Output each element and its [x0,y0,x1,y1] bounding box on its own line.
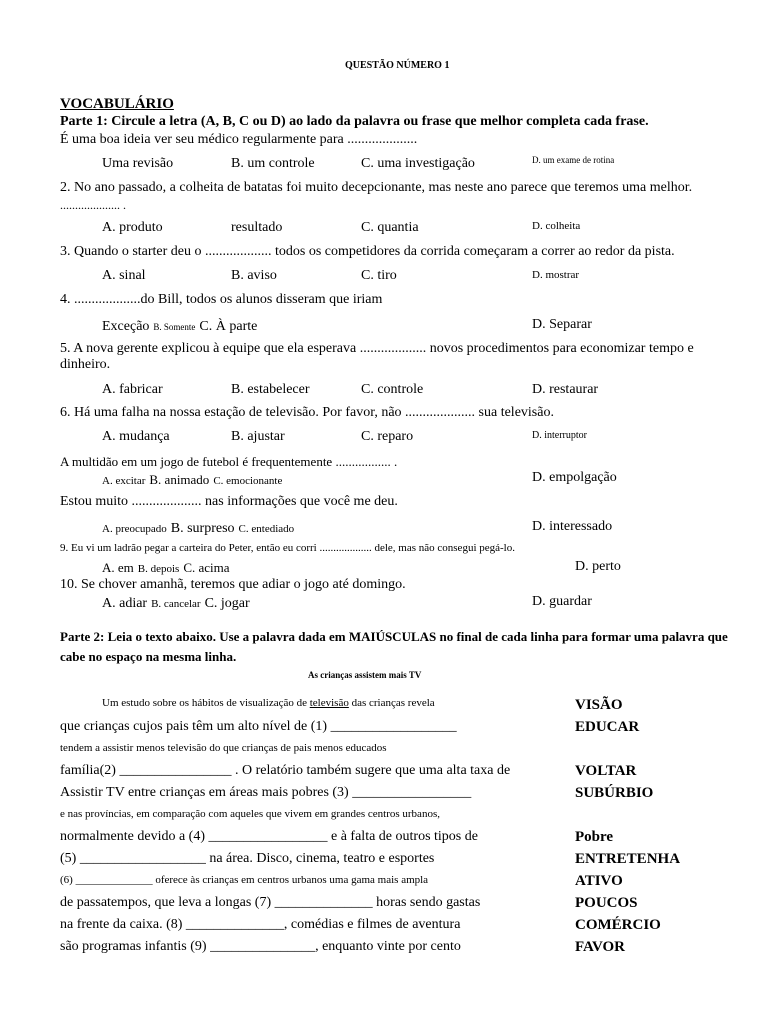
page-title: QUESTÃO NÚMERO 1 [345,60,450,71]
text-line-0: Um estudo sobre os hábitos de visualização de televisão das crianças revela [102,697,435,709]
q7-option-d[interactable]: D. empolgação [532,470,617,485]
q3-option-a[interactable]: A. sinal [102,268,146,283]
q5-option-b[interactable]: B. estabelecer [231,382,310,397]
q3-option-d[interactable]: D. mostrar [532,269,580,281]
q7-options-row [102,471,282,489]
question-10-text: 10. Se chover amanhã, teremos que adiar o jogo até domingo. [60,577,406,592]
keyword-4: SUBÚRBIO [575,785,654,801]
q5-option-c[interactable]: C. controle [361,382,424,397]
q8-option-d[interactable]: D. interessado [532,519,613,534]
q1-option-d[interactable]: D. um exame de rotina [532,155,615,165]
underlined-word: televisão [309,697,349,709]
q8-option-b[interactable]: B. surpreso [170,521,235,536]
text-line-9: de passatempos, que leva a longas (7) ______________ horas sendo gastas [60,895,481,910]
keyword-6: Pobre [575,829,614,845]
q1-option-c[interactable]: C. uma investigação [361,156,475,171]
text-line-4: Assistir TV entre crianças em áreas mais pobres (3) _________________ [60,785,472,800]
keyword-1: EDUCAR [575,719,640,735]
q2-option-c[interactable]: C. quantia [361,220,419,235]
keyword-11: FAVOR [575,939,625,955]
q10-option-a[interactable]: A. adiar [102,596,148,611]
q7-option-c[interactable]: C. emocionante [213,475,283,487]
question-7-text: A multidão em um jogo de futebol é frequentemente ................. . [60,454,398,469]
question-5-text: 5. A nova gerente explicou à equipe que ela esperava ................... novos procedimentos para economizar tempo e [60,341,694,356]
q4-option-c[interactable]: C. À parte [199,319,258,334]
q6-option-a[interactable]: A. mudança [102,429,170,444]
question-8-text: Estou muito .................... nas informações que você me deu. [60,494,398,509]
text-line-3: família(2) ________________ . O relatório também sugere que uma alta taxa de [60,763,511,778]
q1-option-b[interactable]: B. um controle [231,156,315,171]
keyword-8: ATIVO [575,873,623,889]
q1-option-a[interactable]: Uma revisão [102,156,174,171]
text-line-1: que crianças cujos pais têm um alto nível de (1) __________________ [60,719,457,734]
q2-option-a[interactable]: A. produto [102,220,163,235]
text-line-6: normalmente devido a (4) _________________ e à falta de outros tipos de [60,829,478,844]
keyword-10: COMÉRCIO [575,917,661,933]
q9-option-b[interactable]: B. depois [137,563,180,575]
keyword-0: VISÃO [575,697,623,713]
q6-option-d[interactable]: D. interruptor [532,430,587,441]
question-6-text: 6. Há uma falha na nossa estação de televisão. Por favor, não .................... sua televisão. [60,405,554,420]
q6-option-c[interactable]: C. reparo [361,429,414,444]
part1-instruction: Parte 1: Circule a letra (A, B, C ou D) ao lado da palavra ou frase que melhor completa cada frase. [60,114,649,129]
question-1-text: É uma boa ideia ver seu médico regularmente para .................... [60,132,418,147]
q8-option-a[interactable]: A. preocupado [102,523,167,535]
q7-option-b[interactable]: B. animado [149,472,210,487]
section-title: VOCABULÁRIO [60,96,174,112]
question-9-text: 9. Eu vi um ladrão pegar a carteira do Peter, então eu corri ................... dele, mas não consegui pegá-lo. [60,542,515,554]
q8-options-row [102,519,294,537]
part2-subtitle: As crianças assistem mais TV [308,670,422,680]
q2-option-d[interactable]: D. colheita [532,220,581,232]
q4-option-a[interactable]: Exceção [102,319,150,334]
q10-option-c[interactable]: C. jogar [204,596,250,611]
question-3-text: 3. Quando o starter deu o ................... todos os competidores da corrida começaram a correr ao redor da pista. [60,244,675,259]
q9-options-row [102,559,230,577]
text-line-11: são programas infantis (9) _______________, enquanto vinte por cento [60,939,461,954]
q10-options-row [102,594,250,612]
q7-option-a[interactable]: A. excitar [102,475,146,487]
q9-option-d[interactable]: D. perto [575,559,621,574]
q6-option-b[interactable]: B. ajustar [231,429,285,444]
q4-option-d[interactable]: D. Separar [532,317,592,332]
q9-option-a[interactable]: A. em [102,560,134,575]
part2-instruction: Parte 2: Leia o texto abaixo. Use a palavra dada em MAIÚSCULAS no final de cada linha para formar uma palavra que [60,629,728,644]
q10-option-b[interactable]: B. cancelar [151,598,201,610]
question-2-text-cont: .................... . [60,198,126,212]
q9-option-c[interactable]: C. acima [183,560,230,575]
keyword-3: VOLTAR [575,763,637,779]
q4-options-row [102,317,257,335]
text-line-7: (5) __________________ na área. Disco, cinema, teatro e esportes [60,851,435,866]
q4-option-b[interactable]: B. Somente [153,322,196,332]
part2-instruction-cont: cabe no espaço na mesma linha. [60,649,237,664]
q5-option-a[interactable]: A. fabricar [102,382,163,397]
q3-option-c[interactable]: C. tiro [361,268,397,283]
question-4-text: 4. ...................do Bill, todos os alunos disseram que iriam [60,292,383,307]
q3-option-b[interactable]: B. aviso [231,268,277,283]
text-line-10: na frente da caixa. (8) ______________, comédias e filmes de aventura [60,917,461,932]
question-2-text: 2. No ano passado, a colheita de batatas foi muito decepcionante, mas neste ano parece que teremos uma melhor. [60,180,693,195]
q5-option-d[interactable]: D. restaurar [532,382,599,397]
keyword-7: ENTRETENHA [575,851,681,867]
q8-option-c[interactable]: C. entediado [238,523,295,535]
question-5-text-cont: dinheiro. [60,357,111,372]
text-line-5: e nas províncias, em comparação com aqueles que vivem em grandes centros urbanos, [60,808,440,820]
keyword-9: POUCOS [575,895,638,911]
text-line-2: tendem a assistir menos televisão do que crianças de pais menos educados [60,742,387,754]
text-line-8: (6) ______________ oferece às crianças em centros urbanos uma gama mais ampla [60,874,429,886]
q10-option-d[interactable]: D. guardar [532,594,592,609]
q2-option-b[interactable]: resultado [231,220,283,235]
